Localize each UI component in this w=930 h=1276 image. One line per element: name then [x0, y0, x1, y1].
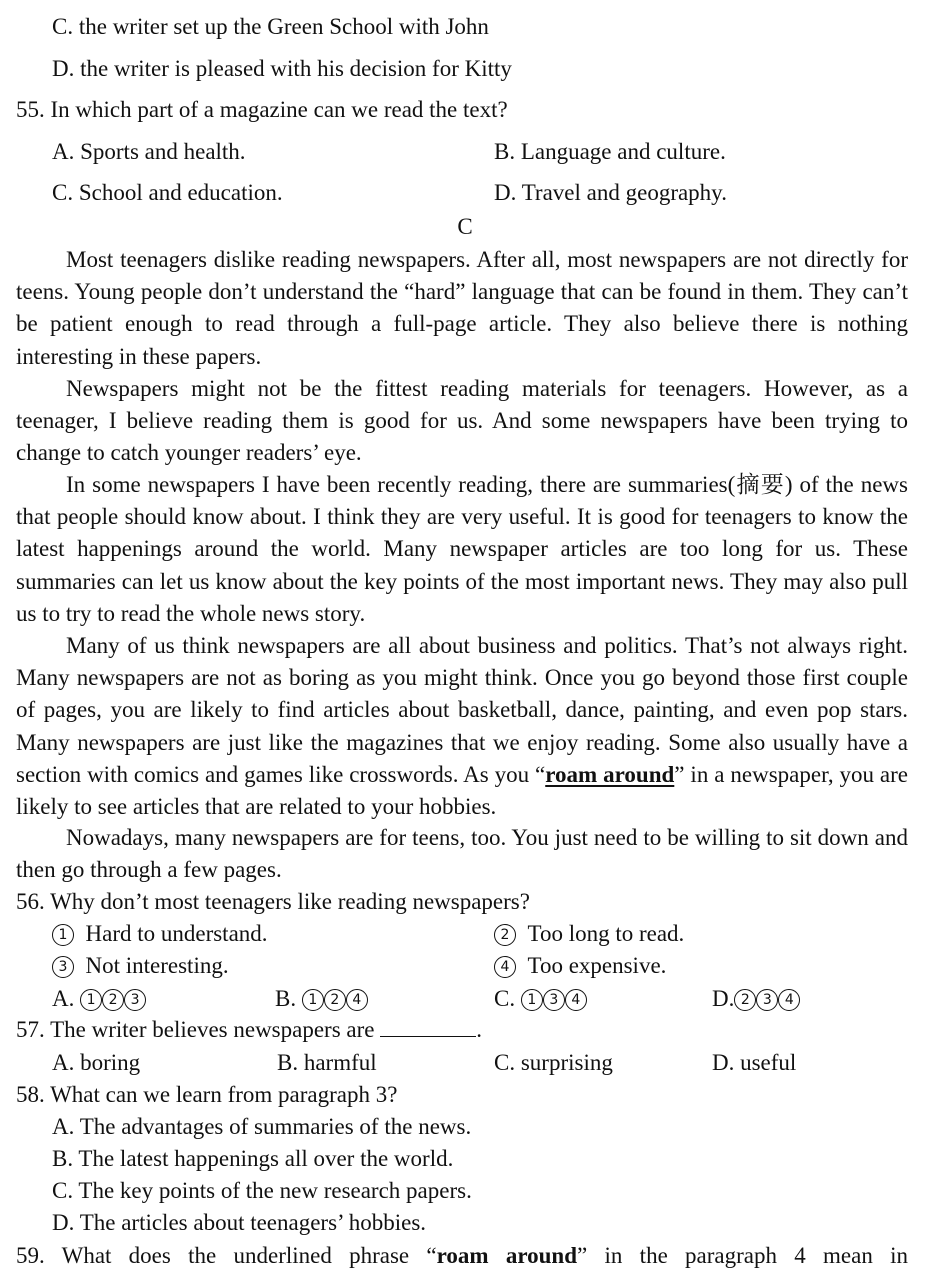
question-55-stem: 55. In which part of a magazine can we read the text?	[16, 97, 508, 122]
answer-blank	[380, 1018, 476, 1037]
question-57-option-b: B. harmful	[277, 1050, 377, 1075]
passage-paragraph-4	[16, 630, 908, 823]
section-label: C	[457, 214, 473, 239]
question-57-stem: 57. The writer believes newspapers are .	[16, 1017, 482, 1042]
circled-number: 2	[494, 924, 516, 946]
question-55-option-c: C. School and education.	[52, 180, 283, 205]
question-55-option-a: A. Sports and health.	[52, 139, 246, 164]
question-57-option-a: A. boring	[52, 1050, 141, 1075]
question-57-option-c: C. surprising	[494, 1050, 613, 1075]
paragraph-4-text-before: Many of us think newspapers are all about business and politics. That’s not always right. Many newspapers are not as boring as you might think. Once you go beyond those first couple of pages, you are likely to find articles about basketball, dance, painting, and even pop stars. Many newspapers are just like the magazines that we enjoy reading. Some also usually have a section with comics and games like crosswords. As you “	[16, 633, 908, 787]
question-57-option-d: D. useful	[712, 1050, 797, 1075]
question-58-option-a: A. The advantages of summaries of the news.	[52, 1114, 472, 1139]
question-56-option-a: A. 1 2 3	[52, 985, 146, 1013]
passage-paragraph-1: Most teenagers dislike reading newspapers. After all, most newspapers are not directly for teens. Young people don’t understand the “hard” language that can be found in them. They can’t be patient enough to read through a full-page article. They also believe there is nothing interesting in these papers.	[16, 247, 908, 369]
passage-paragraph-3: In some newspapers I have been recently reading, there are summaries(摘要) of the news that people should know about. I think they are very useful. It is good for teenagers to know the latest happenings around the world. Many newspaper articles are too long for us. These summaries can let us know about the key points of the most important news. They may also pull us to try to read the whole news story.	[16, 472, 908, 626]
question-56-item-4: 4 Too expensive.	[494, 952, 666, 980]
passage-paragraph-5: Nowadays, many newspapers are for teens, too. You just need to be willing to sit down and then go through a few pages.	[16, 825, 908, 883]
question-59-phrase: roam around	[436, 1243, 578, 1268]
question-58-stem: 58. What can we learn from paragraph 3?	[16, 1082, 398, 1107]
question-56-option-c: C. 1 3 4	[494, 985, 587, 1013]
prev-option-d: D. the writer is pleased with his decision for Kitty	[52, 56, 512, 81]
question-58-option-b: B. The latest happenings all over the world.	[52, 1146, 454, 1171]
question-58-option-d: D. The articles about teenagers’ hobbies.	[52, 1210, 427, 1235]
question-56-option-d: D. 2 3 4	[712, 985, 800, 1013]
circled-number: 3	[52, 956, 74, 978]
paragraph-4-text-after: ” in a newspaper, you are likely to see articles that are related to your hobbies.	[16, 761, 908, 820]
question-56-item-2: 2 Too long to read.	[494, 920, 684, 948]
question-58-option-c: C. The key points of the new research papers.	[52, 1178, 472, 1203]
question-59-stem: 59. What does the underlined phrase “roam around” in the paragraph 4 mean in	[16, 1243, 908, 1268]
question-55-option-b: B. Language and culture.	[494, 139, 726, 164]
prev-option-c: C. the writer set up the Green School with John	[52, 14, 489, 39]
question-56-stem: 56. Why don’t most teenagers like reading newspapers?	[16, 889, 530, 914]
question-56-item-3: 3 Not interesting.	[52, 952, 229, 980]
passage-paragraph-2: Newspapers might not be the fittest reading materials for teenagers. However, as a teenager, I believe reading them is good for us. And some newspapers have been trying to change to catch younger readers’ eye.	[16, 376, 908, 466]
circled-number: 1	[52, 924, 74, 946]
circled-number: 4	[494, 956, 516, 978]
question-56-item-1: 1 Hard to understand.	[52, 920, 268, 948]
underlined-phrase: roam around	[545, 761, 675, 787]
question-56-option-b: B. 1 2 4	[275, 985, 368, 1013]
question-55-option-d: D. Travel and geography.	[494, 180, 727, 205]
